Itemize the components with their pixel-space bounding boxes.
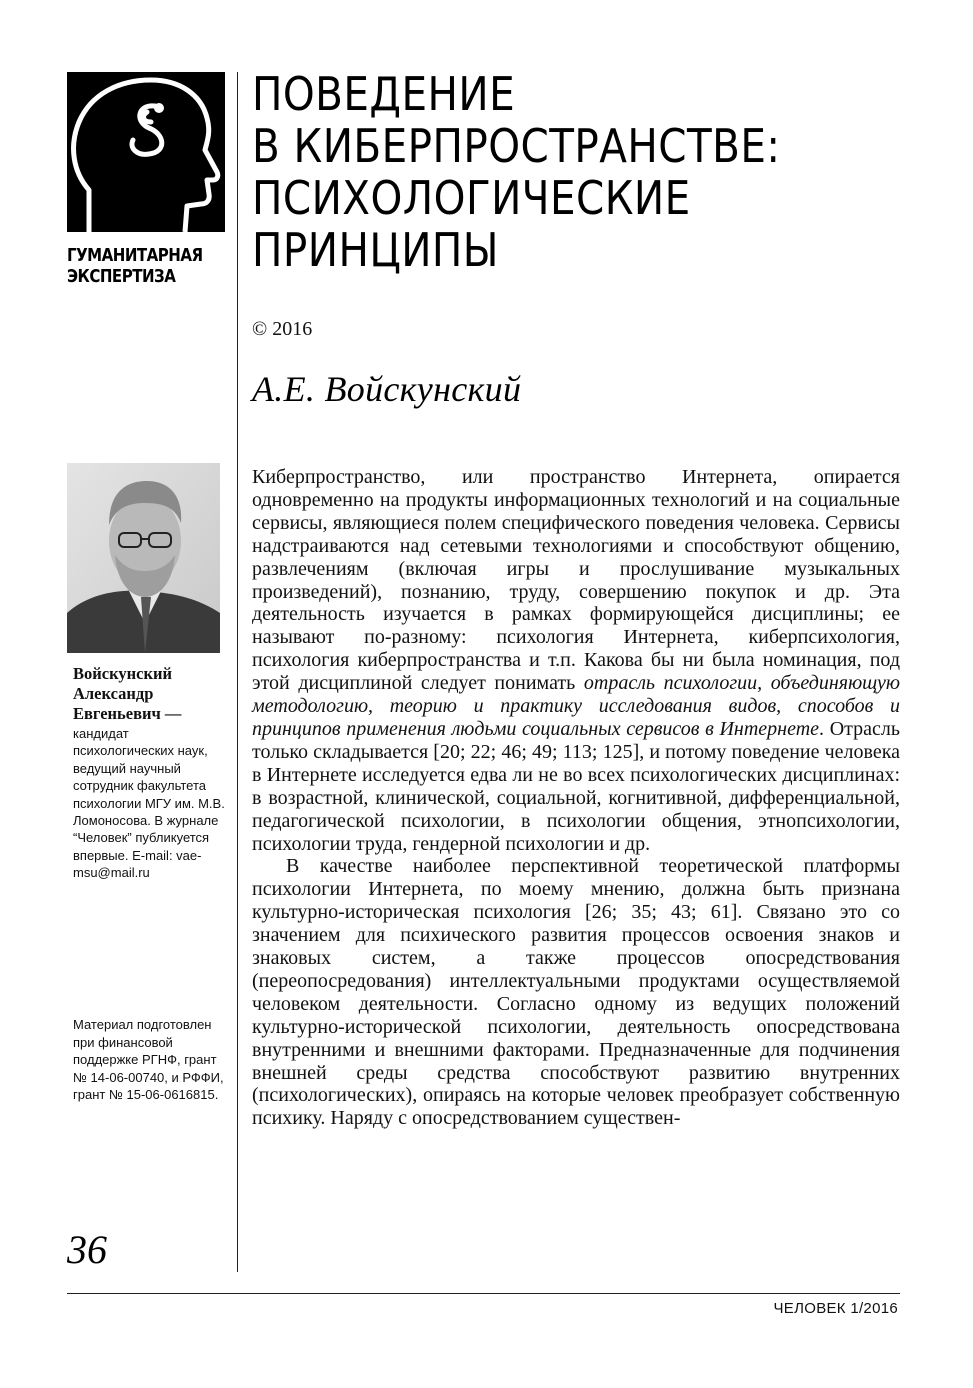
author-name: А.Е. Войскунский (252, 369, 522, 409)
journal-logo-icon (67, 72, 225, 232)
rubric-label (67, 246, 213, 288)
bio-name-line-3: Евгеньевич — (73, 704, 182, 723)
bio-name (73, 664, 233, 724)
title-line-1: ПОВЕДЕНИЕ (252, 67, 516, 121)
p1-definition-emphasis: отрасль психологии, объединяющую методологию, теорию и практику исследования видов, способов и принципов применения людьми социальных сервисов в Интернете (252, 672, 900, 740)
title-line-4: ПРИНЦИПЫ (252, 223, 499, 277)
bio-name-line-1: Войскунский (73, 664, 172, 683)
author-bio (73, 664, 233, 882)
column-divider (237, 72, 238, 1272)
body-paragraph-1 (252, 466, 900, 855)
p1-part-1: Киберпространство, или пространство Интернета, опирается одновременно на продукты информационных технологий и на социальные сервисы, являющиеся полем специфического поведения человека. Сервисы надстраиваются над сетевыми технологиями и способствуют общению, развлечениям (включая игры и прослушивание музыкальных произведений), познанию, труду, совершению покупок и др. Эта деятельность изучается в рамках формирующейся дисциплины; ее называют по-разному: психология Интернета, киберпсихология, психология киберпространства и т.п. Какова бы ни была номинация, под этой дисциплиной следует понимать (252, 466, 900, 695)
title-line-2: В КИБЕРПРОСТРАНСТВЕ: (252, 119, 781, 173)
bio-name-line-2: Александр (73, 684, 154, 703)
page-number: 36 (67, 1227, 107, 1272)
article-title (252, 68, 859, 276)
body-paragraph-2: В качестве наиболее перспективной теоретической платформы психологии Интернета, по моему мнению, должна быть признана культурно-историческая психология [26; 35; 43; 61]. Связано это со значением для психического развития процессов освоения знаков и знаковых систем, а также процессов опосредствования (переопосредования) интеллектуальными продуктами осуществляемой человеком деятельности. Согласно одному из ведущих положений культурно-исторической психологии, деятельность опосредствована внутренними и внешними факторами. Предназначенные для подчинения внешней среды средства способствуют развитию внутренних (психологических), опираясь на которые человек преобразует собственную психику. Наряду с опосредствованием существен- (252, 855, 900, 1130)
author-portrait-photo (67, 463, 220, 653)
copyright: © 2016 (252, 318, 313, 340)
grant-note: Материал подготовлен при финансовой поддержке РГНФ, грант № 14-06-00740, и РФФИ, грант № 15-06-0616815. (73, 1017, 224, 1102)
running-footer: ЧЕЛОВЕК 1/2016 (773, 1300, 898, 1317)
article-body (252, 466, 900, 1130)
rubric-line-2: ЭКСПЕРТИЗА (67, 267, 176, 287)
rubric-line-1: ГУМАНИТАРНАЯ (67, 246, 203, 266)
bio-text: кандидат психологических наук, ведущий научный сотрудник факультета психологии МГУ им. М.В. Ломоносова. В журнале “Человек” публикуется впервые. E-mail: vae-msu@mail.ru (73, 726, 225, 881)
title-line-3: ПСИХОЛОГИЧЕСКИЕ (252, 171, 691, 225)
p1-part-2: . Отрасль только складывается [20; 22; 46; 49; 113; 125], и потому поведение человека в Интернете исследуется едва ли не во всех психологических дисциплинах: в возрастной, клинической, социальной, когнитивной, дифференциальной, педагогической психологии, в психологии общения, этнопсихологии, психологии труда, гендерной психологии и др. (252, 717, 900, 855)
footer-rule (67, 1293, 900, 1294)
